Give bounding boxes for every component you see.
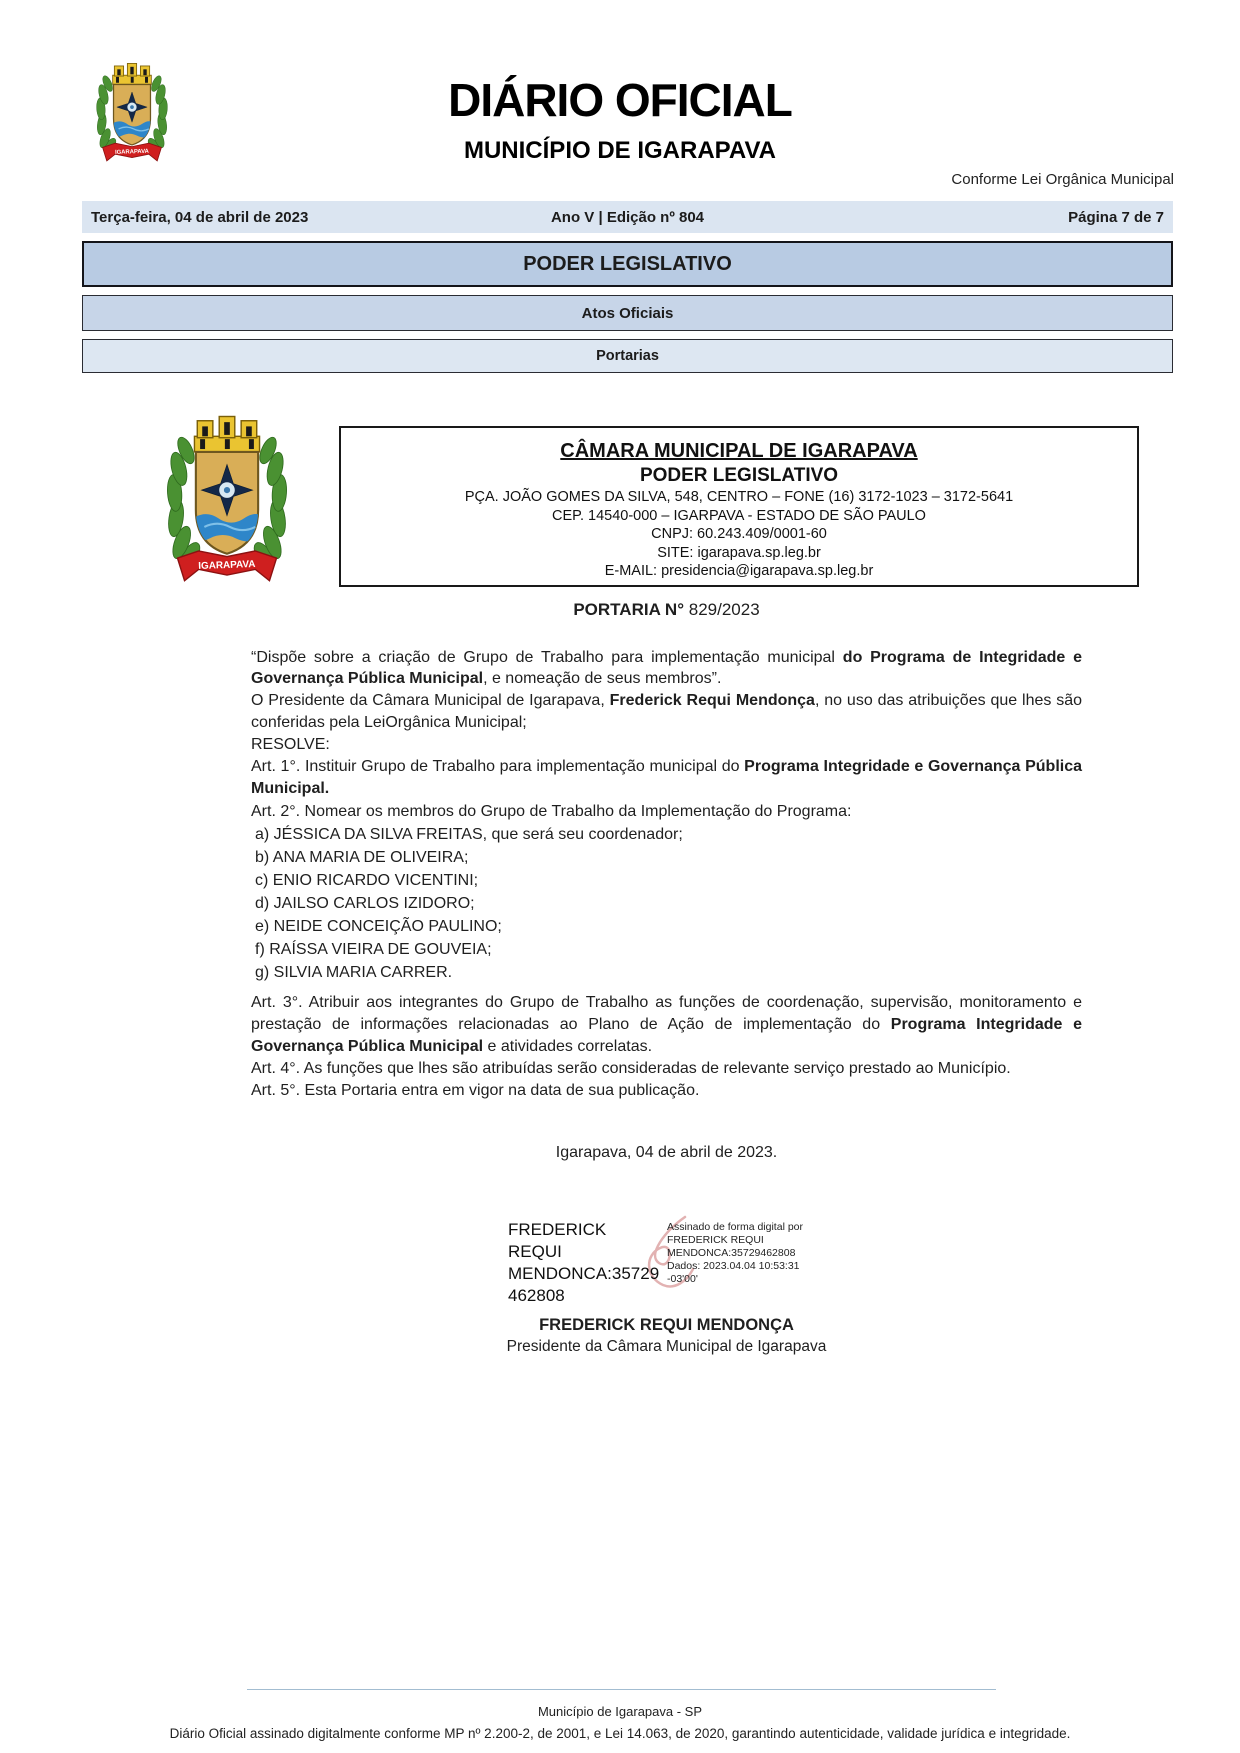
conforme-note: Conforme Lei Orgânica Municipal bbox=[951, 171, 1174, 188]
masthead bbox=[0, 76, 1240, 165]
section-header-portarias: Portarias bbox=[82, 339, 1173, 373]
crest-ribbon-text: IGARAPAVA bbox=[114, 148, 149, 156]
preamble-text: O Presidente da Câmara Municipal de Igarapava, bbox=[251, 691, 610, 709]
letterhead-site: SITE: igarapava.sp.leg.br bbox=[657, 544, 821, 561]
article-2-intro: Art. 2°. Nomear os membros do Grupo de Trabalho da Implementação do Programa: bbox=[251, 802, 852, 820]
article-1-bold: Programa Integridade e Governança Pública Municipal. bbox=[251, 757, 1083, 797]
portaria-number-heading bbox=[251, 600, 1082, 620]
member-item: d) JAILSO CARLOS IZIDORO; bbox=[255, 894, 475, 912]
article-1-text: Art. 1°. Instituir Grupo de Trabalho para implementação municipal do bbox=[251, 757, 745, 775]
crest-ribbon-text: IGARAPAVA bbox=[198, 558, 256, 572]
epigraph-bold: do Programa de Integridade e Governança Pública Municipal bbox=[251, 649, 1083, 688]
letterhead-cep: CEP. 14540-000 – IGARPAVA - ESTADO DE SÃO PAULO bbox=[552, 507, 926, 524]
article-3-text: Art. 3°. Atribuir aos integrantes do Grupo de Trabalho as funções de coordenação, supervisão, monitoramento e prestação de informações relacionadas ao Plano de Ação de implementação do bbox=[251, 993, 1082, 1033]
letterhead-address: PÇA. JOÃO GOMES DA SILVA, 548, CENTRO – FONE (16) 3172-1023 – 3172-5641 bbox=[464, 489, 1014, 505]
member-item: a) JÉSSICA DA SILVA FREITAS, que será seu coordenador; bbox=[255, 825, 683, 843]
article-5: Art. 5°. Esta Portaria entra em vigor na data de sua publicação. bbox=[251, 1081, 700, 1099]
issue-info-bar bbox=[82, 201, 1173, 233]
member-item: f) RAÍSSA VIEIRA DE GOUVEIA; bbox=[255, 940, 492, 958]
article-1 bbox=[251, 756, 1082, 800]
member-item: c) ENIO RICARDO VICENTINI; bbox=[255, 871, 479, 889]
portaria-epigraph bbox=[251, 647, 1082, 690]
digital-signature-details: Assinado de forma digital por FREDERICK REQUI MENDONCA:35729462808 Dados: 2023.04.04 10:53:31 -03'00' bbox=[667, 1220, 803, 1285]
footer-legal-note: Diário Oficial assinado digitalmente conforme MP nº 2.200-2, de 2001, e Lei 14.063, de 2020, garantindo autenticidade, validade jurídica e integridade. bbox=[169, 1726, 1071, 1741]
gazette-title: DIÁRIO OFICIAL bbox=[448, 74, 792, 126]
letterhead-email: E-MAIL: presidencia@igarapava.sp.leg.br bbox=[604, 563, 874, 580]
digital-signature-name: FREDERICK REQUI MENDONCA:35729462808 bbox=[508, 1219, 660, 1305]
place-date-line: Igarapava, 04 de abril de 2023. bbox=[555, 1143, 778, 1161]
article-3-tail: e atividades correlatas. bbox=[483, 1037, 653, 1055]
portaria-document bbox=[251, 600, 1082, 1358]
preamble-signer-name: Frederick Requi Mendonça bbox=[609, 691, 815, 709]
digital-signature-block bbox=[251, 1219, 1082, 1307]
article-4: Art. 4°. As funções que lhes são atribuídas serão consideradas de relevante serviço prestado ao Município. bbox=[251, 1059, 1011, 1077]
preamble-tail: , no uso das atribuições que lhes são conferidas pela LeiOrgânica Municipal; bbox=[251, 691, 1083, 731]
footer-divider bbox=[247, 1689, 996, 1690]
gazette-subtitle: MUNICÍPIO DE IGARAPAVA bbox=[463, 137, 776, 165]
signer-title: Presidente da Câmara Municipal de Igarapava bbox=[506, 1337, 827, 1355]
signer-name: FREDERICK REQUI MENDONÇA bbox=[539, 1315, 794, 1334]
letterhead-org-name: CÂMARA MUNICIPAL DE IGARAPAVA bbox=[560, 440, 918, 462]
resolve-line: RESOLVE: bbox=[251, 735, 330, 753]
portaria-number-value: 829/2023 bbox=[684, 600, 760, 619]
member-item: b) ANA MARIA DE OLIVEIRA; bbox=[255, 848, 469, 866]
epigraph-tail: , e nomeação de seus membros”. bbox=[483, 670, 722, 688]
member-item: g) SILVIA MARIA CARRER. bbox=[255, 963, 453, 981]
letterhead-box bbox=[339, 426, 1139, 587]
issue-edition: Ano V | Edição nº 804 bbox=[550, 208, 705, 226]
article-3-bold: Programa Integridade e Governança Pública Municipal bbox=[251, 1015, 1082, 1055]
signature-section bbox=[251, 1144, 1082, 1358]
footer-municipality: Município de Igarapava - SP bbox=[537, 1704, 703, 1719]
portaria-preamble bbox=[251, 690, 1082, 734]
igarapava-coat-of-arms bbox=[156, 408, 298, 592]
letterhead-cnpj: CNPJ: 60.243.409/0001-60 bbox=[651, 526, 827, 543]
crest-ribbon bbox=[177, 551, 276, 581]
issue-page-number: Página 7 de 7 bbox=[1068, 208, 1164, 226]
letterhead-branch: PODER LEGISLATIVO bbox=[639, 465, 839, 486]
article-2 bbox=[251, 800, 1082, 984]
section-header-atos-oficiais: Atos Oficiais bbox=[82, 295, 1173, 331]
member-item: e) NEIDE CONCEIÇÃO PAULINO; bbox=[255, 917, 502, 935]
epigraph-text: “Dispõe sobre a criação de Grupo de Trabalho para implementação municipal bbox=[251, 649, 843, 666]
issue-date: Terça-feira, 04 de abril de 2023 bbox=[91, 208, 309, 226]
portaria-number-label: PORTARIA N° bbox=[573, 600, 685, 619]
article-3 bbox=[251, 992, 1082, 1058]
section-header-poder-legislativo: PODER LEGISLATIVO bbox=[82, 241, 1173, 287]
